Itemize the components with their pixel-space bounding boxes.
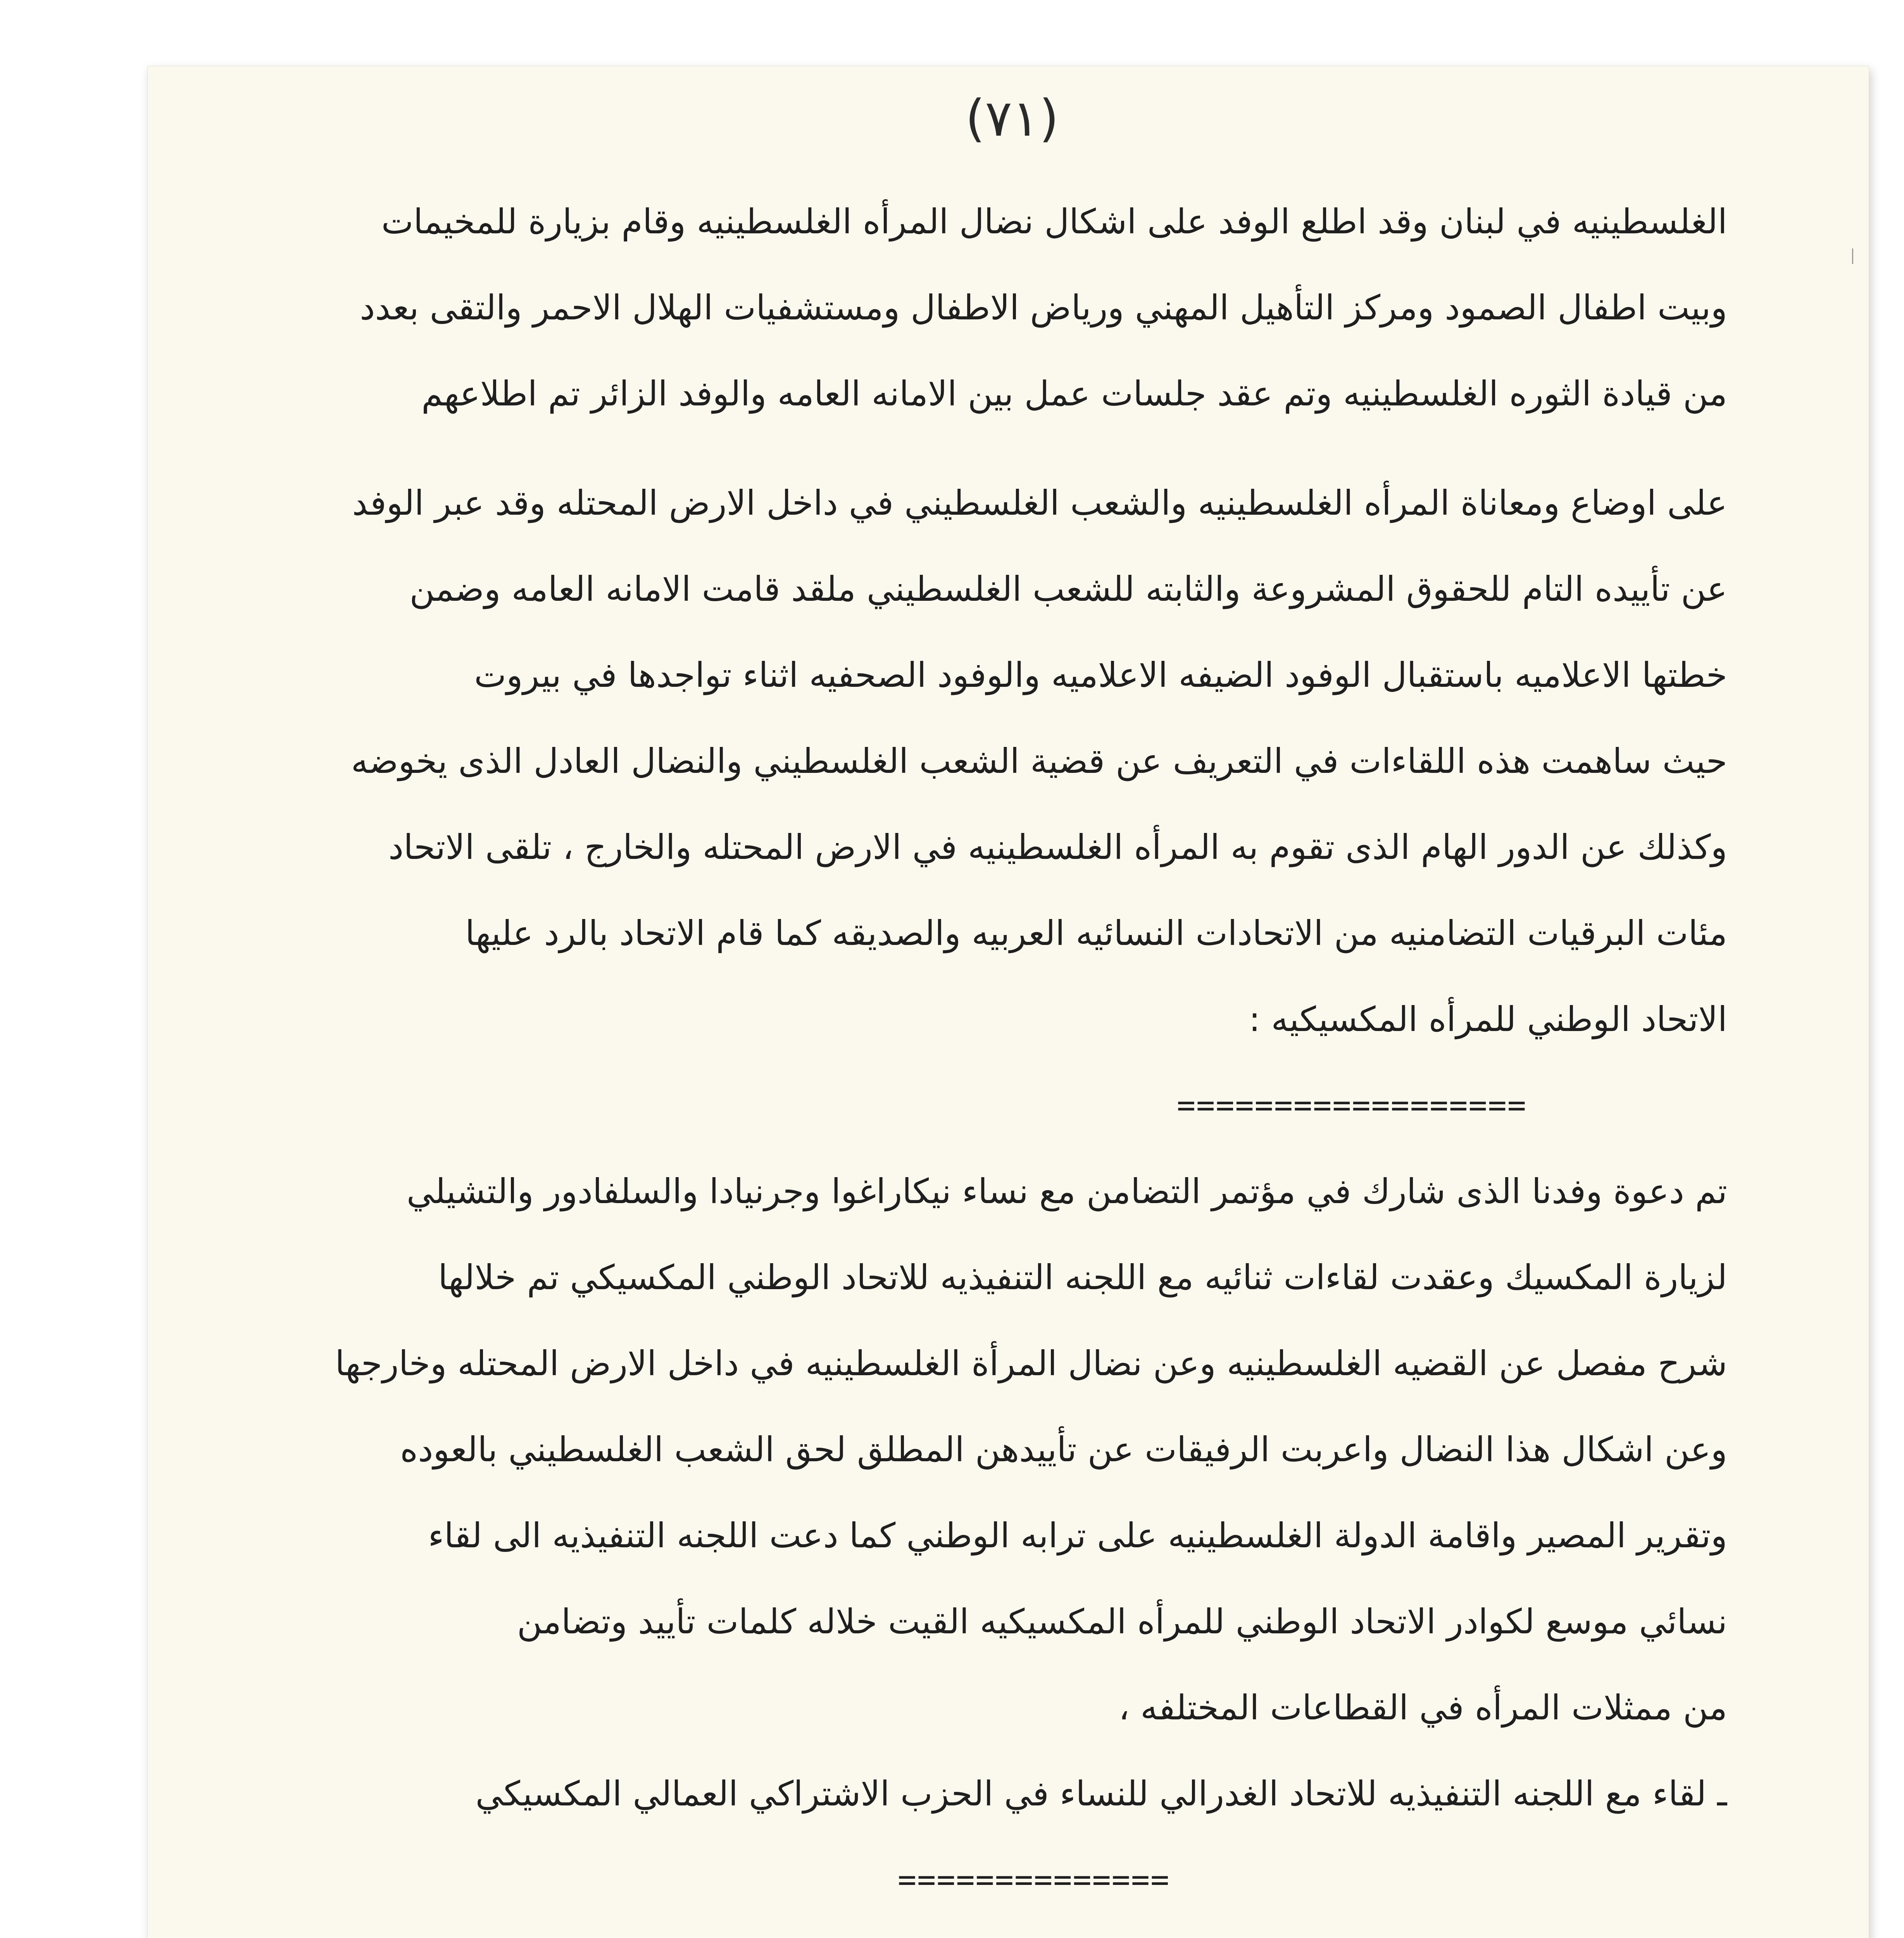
text-line: لزيارة المكسيك وعقدت لقاءات ثنائيه مع اللجنه التنفيذيه للاتحاد الوطني المكسيكي تم خلالها [438,1257,1727,1297]
separator-line: ============== [898,1862,1170,1898]
document-body [208,179,1727,1938]
text-line: وكذلك عن الدور الهام الذى تقوم به المرأه الغلسطينيه في الارض المحتله والخارج ، تلقى الاتحاد [388,827,1727,867]
text-line: حيث ساهمت هذه اللقاءات في التعريف عن قضية الشعب الغلسطيني والنضال العادل الذى يخوضه [351,741,1727,781]
text-line: وبيت اطفال الصمود ومركز التأهيل المهني ورياض الاطفال ومستشفيات الهلال الاحمر والتقى بعدد [360,288,1727,328]
text-line: تم دعوة وفدنا الذى شارك في مؤتمر التضامن مع نساء نيكاراغوا وجرنيادا والسلفادور والتشيلي [406,1171,1727,1211]
text-line: وتقرير المصير واقامة الدولة الغلسطينيه على ترابه الوطني كما دعت اللجنه التنفيذيه الى لقاء [428,1516,1727,1555]
section-heading: ـ لقاء مع اللجنه التنفيذيه للاتحاد الغدرالي للنساء في الحزب الاشتراكي العمالي المكسيكي [475,1774,1727,1814]
text-line: على اوضاع ومعاناة المرأه الغلسطينيه والشعب الغلسطيني في داخل الارض المحتله وقد عبر الوفد [352,483,1727,523]
text-line [208,1923,1727,1938]
text-line: مئات البرقيات التضامنيه من الاتحادات النسائيه العربيه والصديقه كما قام الاتحاد بالرد عليها [465,913,1727,953]
text-line: من قيادة الثوره الغلسطينيه وتم عقد جلسات عمل بين الامانه العامه والوفد الزائر تم اطلاعهم [421,374,1727,414]
separator-line: ================== [1177,1087,1527,1123]
text-line: الغلسطينيه في لبنان وقد اطلع الوفد على اشكال نضال المرأه الغلسطينيه وقام بزيارة للمخيمات [381,202,1727,241]
text-line: عن تأييده التام للحقوق المشروعة والثابته للشعب الغلسطيني ملقد قامت الامانه العامه وضمن [409,569,1727,609]
text-line: نسائي موسع لكوادر الاتحاد الوطني للمرأه المكسيكيه القيت خلاله كلمات تأييد وتضامن [517,1602,1727,1641]
page-number: (٧١) [965,89,1059,148]
text-line: خطتها الاعلاميه باستقبال الوفود الضيفه الاعلاميه والوفود الصحفيه اثناء تواجدها في بيروت [474,655,1727,695]
text-line: شرح مفصل عن القضيه الغلسطينيه وعن نضال المرأة الغلسطينيه في داخل الارض المحتله وخارجها [335,1343,1727,1383]
edge-mark [1852,248,1853,264]
text-line: من ممثلات المرأه في القطاعات المختلفه ، [1118,1688,1727,1728]
section-heading: الاتحاد الوطني للمرأه المكسيكيه : [1249,999,1727,1039]
text-line: وعن اشكال هذا النضال واعربت الرفيقات عن تأييدهن المطلق لحق الشعب الغلسطيني بالعوده [400,1429,1727,1469]
document-page [147,66,1869,1938]
